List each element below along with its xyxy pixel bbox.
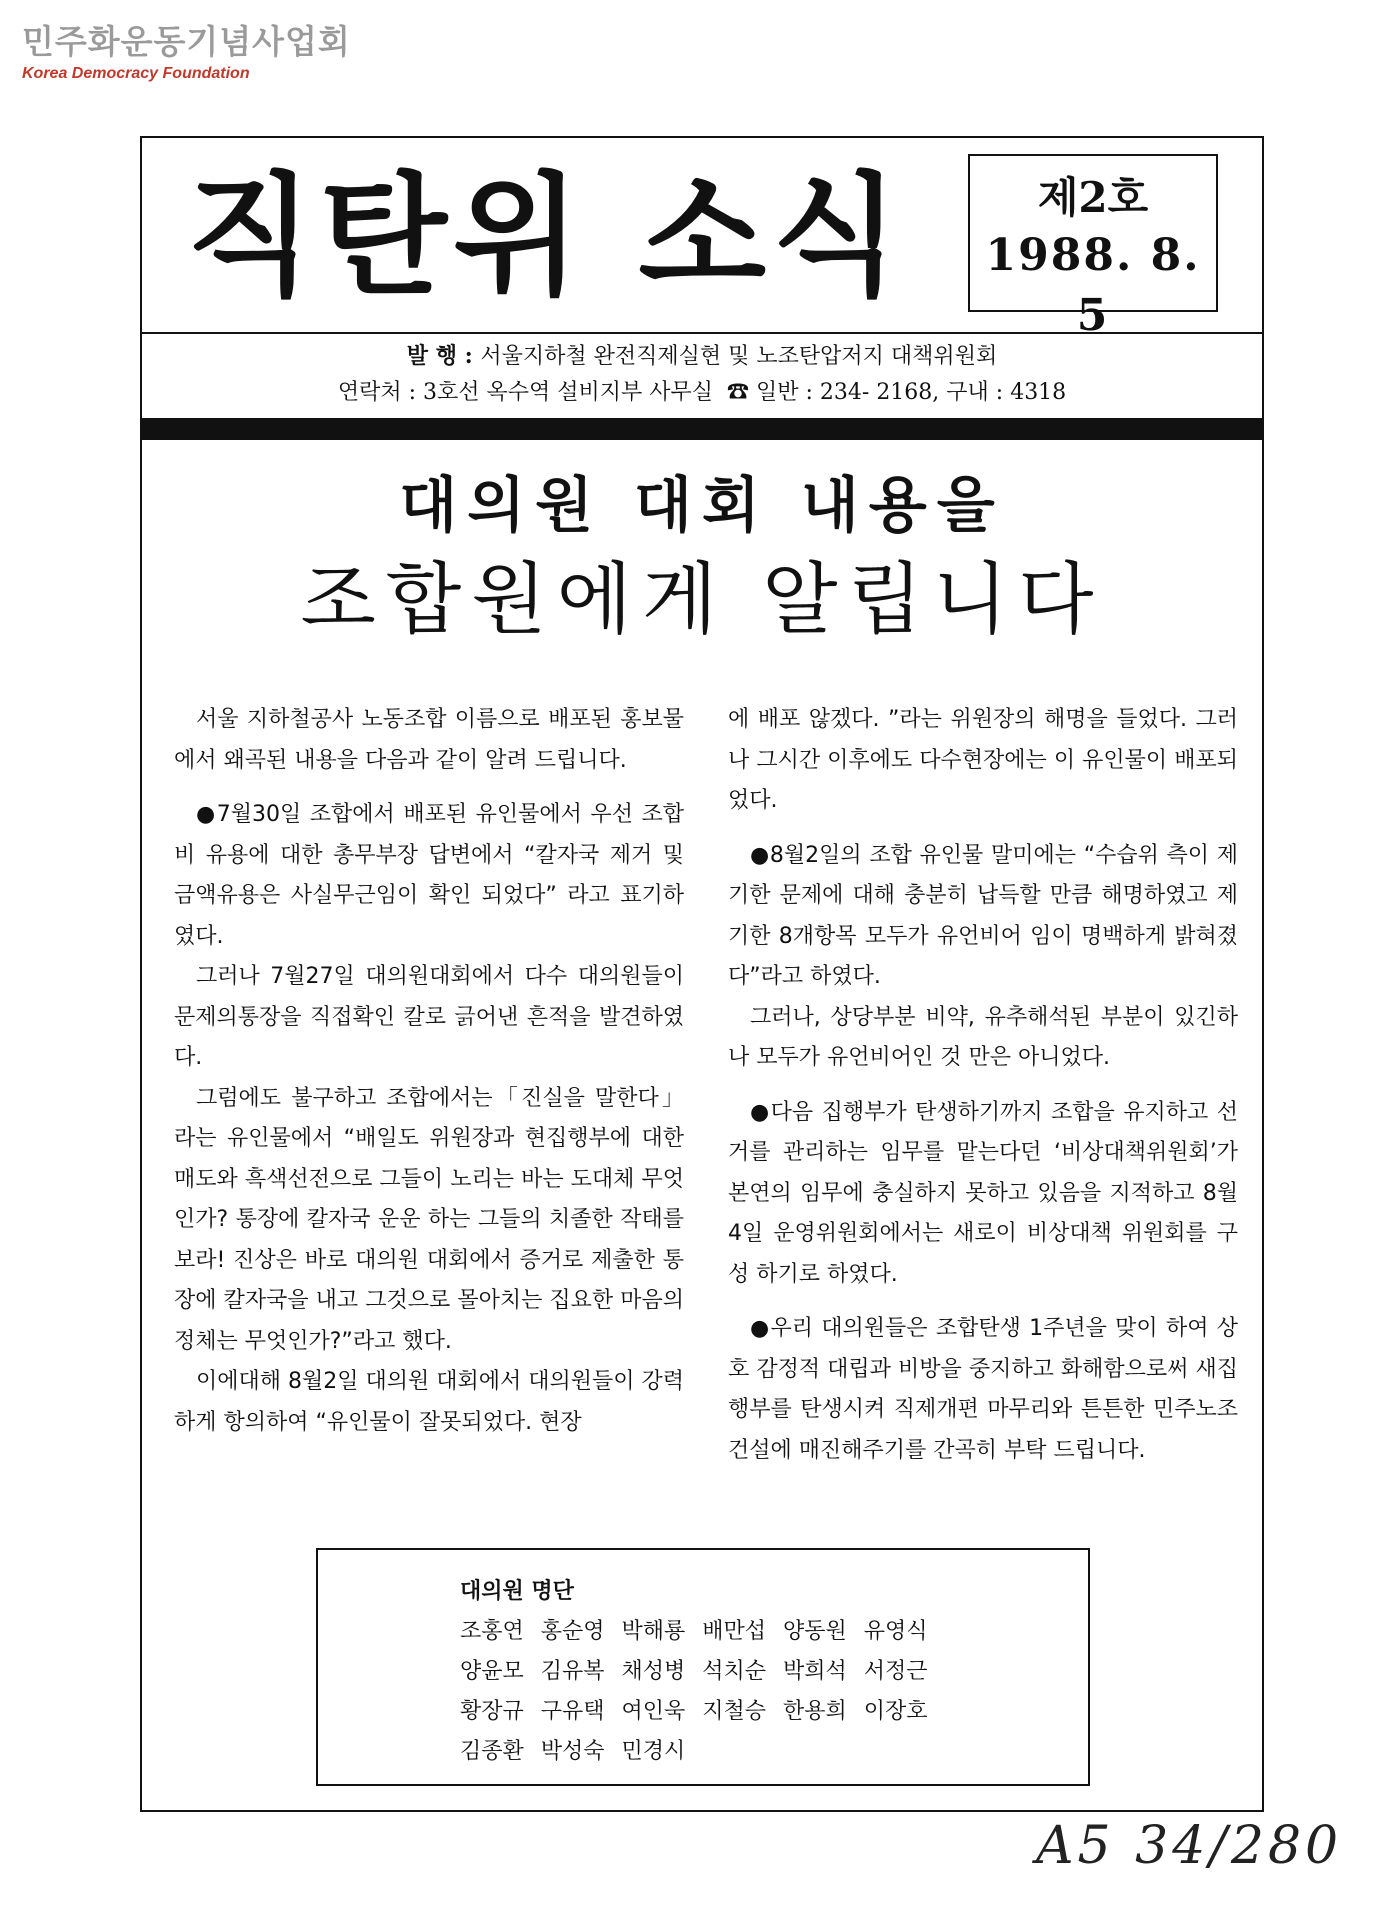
left-column: [174, 700, 684, 1443]
left-paragraph-2: ●7월30일 조합에서 배포된 유인물에서 우선 조합비 유용에 대한 총무부장 답변에서 “칼자국 제거 및 금액유용은 사실무근임이 확인 되었다” 라고 표기하였다.: [174, 802, 684, 949]
roster-row: 김종환 박성숙 민경시: [460, 1739, 686, 1764]
watermark-korean: 민주화운동기념사업회: [22, 22, 351, 61]
archive-handwritten-number: A5 34/280: [1036, 1816, 1343, 1876]
publisher-label: 발 행: [406, 343, 457, 369]
contact-line: 연락처 : 3호선 옥수역 설비지부 사무실 ☎ 일반 : 234- 2168, 구내 : 4318: [337, 380, 1067, 405]
right-paragraph-5: ●우리 대의원들은 조합탄생 1주년을 맞이 하여 상호 감정적 대립과 비방을 중지하고 화해함으로써 새집행부를 탄생시켜 직제개편 마무리와 튼튼한 민주노조 건설에 매진해주기를 간곡히 부탁 드립니다.: [728, 1316, 1238, 1463]
left-paragraph-3: 그러나 7월27일 대의원대회에서 다수 대의원들이 문제의통장을 직접확인 칼로 긁어낸 흔적을 발견하였다.: [174, 964, 684, 1070]
roster-title: 대의원 명단: [460, 1579, 574, 1604]
phone-value: ☎ 일반 : 234- 2168, 구내 : 4318: [727, 380, 1067, 405]
issue-date: 1988. 8. 5: [985, 230, 1201, 341]
right-paragraph-3: 그러나, 상당부분 비약, 유추해석된 부분이 있긴하나 모두가 유언비어인 것 만은 아니었다.: [728, 1004, 1238, 1070]
watermark: [22, 22, 351, 84]
headline-line-1: 대의원 대회 내용을: [399, 471, 1005, 541]
right-paragraph-2: ●8월2일의 조합 유인물 말미에는 “수습위 측이 제기한 문제에 대해 충분히 납득할 만큼 해명하였고 제기한 8개항목 모두가 유언비어 임이 명백하게 밝혀졌다”라고 하였다.: [728, 842, 1238, 989]
roster-row: 조홍연 홍순영 박해룡 배만섭 양동원 유영식: [460, 1619, 928, 1644]
headline-line-2: 조합원에게 알립니다: [300, 555, 1104, 645]
roster-row: 황장규 구유택 여인욱 지철승 한용희 이장호: [460, 1699, 928, 1724]
right-paragraph-4: ●다음 집행부가 탄생하기까지 조합을 유지하고 선거를 관리하는 임무를 맡는다던 ‘비상대책위원회’가 본연의 임무에 충실하지 못하고 있음을 지적하고 8월4일 운영위원회에서는 새로이 비상대책 위원회를 구성 하기로 하였다.: [728, 1099, 1238, 1287]
delegate-roster: [316, 1548, 1090, 1786]
newsletter-frame: [140, 136, 1264, 1812]
right-column: [728, 700, 1238, 1471]
contact-label: 연락처: [337, 380, 402, 405]
headline: [142, 466, 1262, 650]
publisher-line: 발 행 : 서울지하철 완전직제실현 및 노조탄압저지 대책위원회: [406, 343, 998, 369]
watermark-english: Korea Democracy Foundation: [22, 65, 250, 82]
roster-row: 양윤모 김유복 채성병 석치순 박희석 서정근: [460, 1659, 928, 1684]
masthead-row: [142, 138, 1262, 341]
left-paragraph-4: 그럼에도 불구하고 조합에서는「진실을 말한다」라는 유인물에서 “배일도 위원장과 현집행부에 대한 매도와 흑색선전으로 그들이 노리는 바는 도대체 무엇인가? 통장에 칼자국 운운 하는 그들의 치졸한 작태를 보라! 진상은 바로 대의원 대회에서 증거로 제출한 통장에 칼자국을 내고 그것으로 몰아치는 집요한 마음의 정체는 무엇인가?”라고 했다.: [174, 1085, 684, 1354]
right-paragraph-1: 에 배포 않겠다. ”라는 위원장의 해명을 들었다. 그러나 그시간 이후에도 다수현장에는 이 유인물이 배포되었다.: [728, 707, 1238, 813]
left-paragraph-1: 서울 지하철공사 노동조합 이름으로 배포된 홍보물에서 왜곡된 내용을 다음과 같이 알려 드립니다.: [174, 707, 684, 773]
publisher-value: 서울지하철 완전직제실현 및 노조탄압저지 대책위원회: [480, 344, 998, 369]
publication-info: [142, 338, 1262, 411]
divider-bar: [142, 418, 1262, 440]
contact-value: 3호선 옥수역 설비지부 사무실: [422, 380, 713, 405]
left-paragraph-5: 이에대해 8월2일 대의원 대회에서 대의원들이 강력하게 항의하여 “유인물이 잘못되었다. 현장: [174, 1369, 685, 1435]
issue-number: 제2호: [1037, 173, 1149, 222]
masthead-title: 직탄위 소식: [186, 159, 906, 314]
issue-box: [968, 154, 1218, 341]
